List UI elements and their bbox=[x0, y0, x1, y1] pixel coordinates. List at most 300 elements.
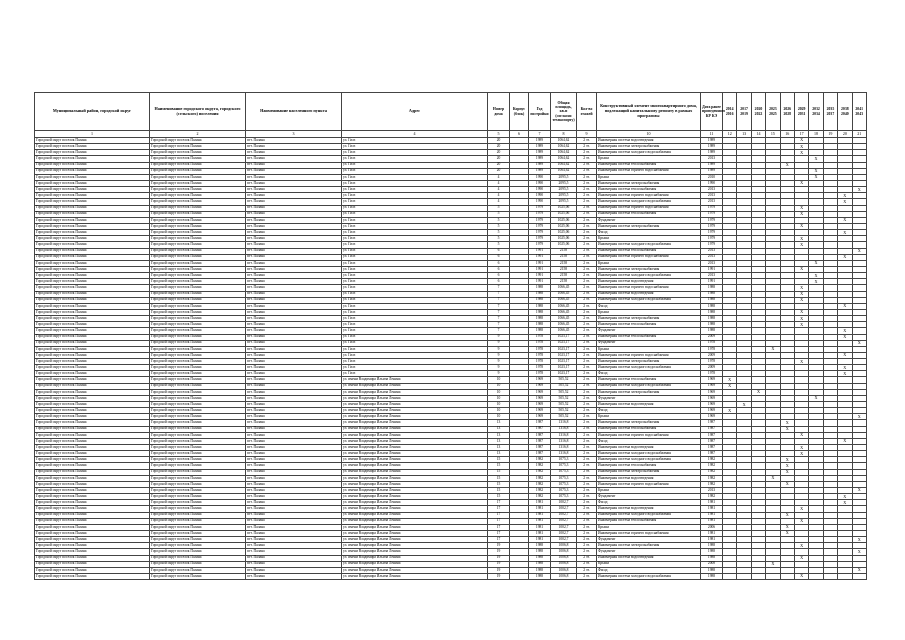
address-cell: ул. имени Владимира Ильича Ленина bbox=[342, 475, 488, 481]
floors-cell: 2 эт. bbox=[577, 383, 597, 389]
house-no-cell: 9 bbox=[488, 365, 510, 371]
year-built-cell: 1988 bbox=[529, 297, 551, 303]
period-mark-cell: X bbox=[780, 426, 794, 432]
work-cell: Крыша bbox=[597, 260, 701, 266]
area-cell: 1075,3 bbox=[551, 475, 577, 481]
period-mark-cell: X bbox=[794, 236, 808, 242]
municipality-cell: Городской округ поселок Палана bbox=[35, 377, 150, 383]
floors-cell: 2 эт. bbox=[577, 187, 597, 193]
work-cell: Инженерная система холодного водоснабжения bbox=[597, 457, 701, 463]
locality-cell: пгт. Палана bbox=[246, 383, 342, 389]
year-built-cell: 1981 bbox=[529, 506, 551, 512]
area-cell: 1316,8 bbox=[551, 426, 577, 432]
col-locality-header: Наименование населенного пункта bbox=[246, 93, 342, 131]
work-cell: Инженерная система водоотведения bbox=[597, 555, 701, 561]
work-cell: Инженерная система горячего водоснабжения bbox=[597, 168, 701, 174]
year-built-cell: 1990 bbox=[529, 187, 551, 193]
last-repair-cell: 1979 bbox=[701, 217, 723, 223]
municipality-cell: Городской округ поселок Палана bbox=[35, 242, 150, 248]
municipality-cell: Городской округ поселок Палана bbox=[35, 150, 150, 156]
floors-cell: 2 эт. bbox=[577, 469, 597, 475]
work-cell: Инженерная система теплоснабжения bbox=[597, 377, 701, 383]
locality-cell: пгт. Палана bbox=[246, 144, 342, 150]
area-cell: 2158 bbox=[551, 254, 577, 260]
period-mark-cell: X bbox=[838, 494, 852, 500]
address-cell: ул. Гилз bbox=[342, 328, 488, 334]
year-built-cell: 1988 bbox=[529, 322, 551, 328]
municipality-cell: Городской округ поселок Палана bbox=[35, 518, 150, 524]
locality-cell: пгт. Палана bbox=[246, 365, 342, 371]
col-address-header: Адрес bbox=[342, 93, 488, 131]
municipality-cell: Городской округ поселок Палана bbox=[35, 303, 150, 309]
last-repair-cell: 1978 bbox=[701, 359, 723, 365]
col-year-built-header: Год постройки bbox=[529, 93, 551, 131]
work-cell: Инженерная система холодного водоснабжения bbox=[597, 297, 701, 303]
municipality-cell: Городской округ поселок Палана bbox=[35, 512, 150, 518]
house-no-cell: 7 bbox=[488, 316, 510, 322]
last-repair-cell: 1988 bbox=[701, 567, 723, 573]
last-repair-cell: 1969 bbox=[701, 402, 723, 408]
floors-cell: 2 эт. bbox=[577, 316, 597, 322]
municipality-cell: Городской округ поселок Палана bbox=[35, 573, 150, 579]
period-mark-cell: X bbox=[809, 260, 823, 266]
year-built-cell: 1990 bbox=[529, 193, 551, 199]
settlement-cell: Городской округ поселок Палана bbox=[150, 531, 246, 537]
municipality-cell: Городской округ поселок Палана bbox=[35, 285, 150, 291]
floors-cell: 2 эт. bbox=[577, 248, 597, 254]
area-cell: 505,52 bbox=[551, 383, 577, 389]
locality-cell: пгт. Палана bbox=[246, 297, 342, 303]
year-built-cell: 1982 bbox=[529, 481, 551, 487]
year-built-cell: 1991 bbox=[529, 266, 551, 272]
municipality-cell: Городской округ поселок Палана bbox=[35, 168, 150, 174]
column-number: 21 bbox=[852, 131, 866, 138]
address-cell: ул. Гилз bbox=[342, 297, 488, 303]
area-cell: 1075,3 bbox=[551, 457, 577, 463]
settlement-cell: Городской округ поселок Палана bbox=[150, 438, 246, 444]
locality-cell: пгт. Палана bbox=[246, 469, 342, 475]
address-cell: ул. Гилз bbox=[342, 236, 488, 242]
house-no-cell: 5 bbox=[488, 211, 510, 217]
work-cell: Фундамент bbox=[597, 494, 701, 500]
period-mark-cell: X bbox=[852, 567, 866, 573]
house-no-cell: 15 bbox=[488, 475, 510, 481]
floors-cell: 2 эт. bbox=[577, 402, 597, 408]
floors-cell: 2 эт. bbox=[577, 488, 597, 494]
col-municipality-header: Муниципальный район, городской округ bbox=[35, 93, 150, 131]
floors-cell: 2 эт. bbox=[577, 432, 597, 438]
area-cell: 1075,3 bbox=[551, 463, 577, 469]
year-built-cell: 1988 bbox=[529, 543, 551, 549]
house-no-cell: 19 bbox=[488, 549, 510, 555]
year-built-cell: 1987 bbox=[529, 426, 551, 432]
municipality-cell: Городской округ поселок Палана bbox=[35, 291, 150, 297]
work-cell: Инженерная система электроснабжения bbox=[597, 223, 701, 229]
year-built-cell: 1988 bbox=[529, 549, 551, 555]
address-cell: ул. Гилз bbox=[342, 180, 488, 186]
municipality-cell: Городской округ поселок Палана bbox=[35, 346, 150, 352]
address-cell: ул. имени Владимира Ильича Ленина bbox=[342, 531, 488, 537]
work-cell: Инженерная система теплоснабжения bbox=[597, 334, 701, 340]
municipality-cell: Городской округ поселок Палана bbox=[35, 248, 150, 254]
period-mark-cell: X bbox=[809, 279, 823, 285]
municipality-cell: Городской округ поселок Палана bbox=[35, 322, 150, 328]
floors-cell: 2 эт. bbox=[577, 359, 597, 365]
year-built-cell: 1988 bbox=[529, 328, 551, 334]
column-number: 7 bbox=[529, 131, 551, 138]
settlement-cell: Городской округ поселок Палана bbox=[150, 309, 246, 315]
floors-cell: 2 эт. bbox=[577, 279, 597, 285]
floors-cell: 2 эт. bbox=[577, 457, 597, 463]
address-cell: ул. Гилз bbox=[342, 199, 488, 205]
address-cell: ул. Гилз bbox=[342, 371, 488, 377]
address-cell: ул. Гилз bbox=[342, 359, 488, 365]
settlement-cell: Городской округ поселок Палана bbox=[150, 481, 246, 487]
column-number: 17 bbox=[794, 131, 808, 138]
period-mark-cell bbox=[809, 573, 823, 579]
locality-cell: пгт. Палана bbox=[246, 506, 342, 512]
municipality-cell: Городской округ поселок Палана bbox=[35, 438, 150, 444]
year-built-cell: 1981 bbox=[529, 518, 551, 524]
last-repair-cell: 1987 bbox=[701, 420, 723, 426]
municipality-cell: Городской округ поселок Палана bbox=[35, 500, 150, 506]
year-built-cell: 1981 bbox=[529, 524, 551, 530]
locality-cell: пгт. Палана bbox=[246, 187, 342, 193]
house-no-cell: 10 bbox=[488, 395, 510, 401]
address-cell: ул. Гилз bbox=[342, 211, 488, 217]
last-repair-cell: 1981 bbox=[701, 506, 723, 512]
last-repair-cell: 1989 bbox=[701, 144, 723, 150]
last-repair-cell: 1969 bbox=[701, 408, 723, 414]
column-number: 2 bbox=[150, 131, 246, 138]
settlement-cell: Городской округ поселок Палана bbox=[150, 340, 246, 346]
floors-cell: 2 эт. bbox=[577, 322, 597, 328]
municipality-cell: Городской округ поселок Палана bbox=[35, 187, 150, 193]
col-last-repair-header: Дата ранее проведенного КР КЭ bbox=[701, 93, 723, 131]
work-cell: Инженерная система холодного водоснабжения bbox=[597, 451, 701, 457]
last-repair-cell: 1979 bbox=[701, 230, 723, 236]
last-repair-cell: 2013 bbox=[701, 199, 723, 205]
period-mark-cell: X bbox=[852, 187, 866, 193]
house-no-cell: 19 bbox=[488, 543, 510, 549]
floors-cell: 2 эт. bbox=[577, 205, 597, 211]
house-no-cell: 17 bbox=[488, 500, 510, 506]
settlement-cell: Городской округ поселок Палана bbox=[150, 414, 246, 420]
last-repair-cell: 1969 bbox=[701, 395, 723, 401]
locality-cell: пгт. Палана bbox=[246, 266, 342, 272]
address-cell: ул. Гилз bbox=[342, 150, 488, 156]
area-cell: 1316,8 bbox=[551, 451, 577, 457]
year-built-cell: 1979 bbox=[529, 242, 551, 248]
house-no-cell: 6 bbox=[488, 254, 510, 260]
work-cell: Инженерная система горячего водоснабжения bbox=[597, 254, 701, 260]
locality-cell: пгт. Палана bbox=[246, 420, 342, 426]
last-repair-cell: 1988 bbox=[701, 316, 723, 322]
locality-cell: пгт. Палана bbox=[246, 481, 342, 487]
address-cell: ул. имени Владимира Ильича Ленина bbox=[342, 512, 488, 518]
floors-cell: 2 эт. bbox=[577, 408, 597, 414]
address-cell: ул. имени Владимира Ильича Ленина bbox=[342, 469, 488, 475]
last-repair-cell: 1989 bbox=[701, 150, 723, 156]
locality-cell: пгт. Палана bbox=[246, 408, 342, 414]
column-number: 3 bbox=[246, 131, 342, 138]
period-mark-cell: X bbox=[794, 543, 808, 549]
locality-cell: пгт. Палана bbox=[246, 328, 342, 334]
municipality-cell: Городской округ поселок Палана bbox=[35, 402, 150, 408]
address-cell: ул. Гилз bbox=[342, 248, 488, 254]
address-cell: ул. имени Владимира Ильича Ленина bbox=[342, 451, 488, 457]
house-no-cell: 17 bbox=[488, 518, 510, 524]
locality-cell: пгт. Палана bbox=[246, 291, 342, 297]
locality-cell: пгт. Палана bbox=[246, 377, 342, 383]
area-cell: 1064,62 bbox=[551, 168, 577, 174]
column-number: 13 bbox=[737, 131, 751, 138]
floors-cell: 2 эт. bbox=[577, 518, 597, 524]
settlement-cell: Городской округ поселок Палана bbox=[150, 205, 246, 211]
house-no-cell: 15 bbox=[488, 469, 510, 475]
work-cell: Инженерная система водоотведения bbox=[597, 279, 701, 285]
locality-cell: пгт. Палана bbox=[246, 248, 342, 254]
house-no-cell: 7 bbox=[488, 309, 510, 315]
year-built-cell: 1988 bbox=[529, 285, 551, 291]
last-repair-cell: 1988 bbox=[701, 322, 723, 328]
house-no-cell: 9 bbox=[488, 334, 510, 340]
settlement-cell: Городской округ поселок Палана bbox=[150, 334, 246, 340]
year-built-cell: 1991 bbox=[529, 260, 551, 266]
period-mark-cell bbox=[751, 573, 765, 579]
column-number: 9 bbox=[577, 131, 597, 138]
settlement-cell: Городской округ поселок Палана bbox=[150, 254, 246, 260]
table-row bbox=[35, 573, 867, 579]
period-mark-cell: X bbox=[780, 512, 794, 518]
year-built-cell: 1982 bbox=[529, 494, 551, 500]
last-repair-cell: 1989 bbox=[701, 168, 723, 174]
settlement-cell: Городской округ поселок Палана bbox=[150, 211, 246, 217]
locality-cell: пгт. Палана bbox=[246, 518, 342, 524]
period-mark-cell: X bbox=[794, 322, 808, 328]
settlement-cell: Городской округ поселок Палана bbox=[150, 420, 246, 426]
house-no-cell: 17 bbox=[488, 537, 510, 543]
area-cell: 1023,17 bbox=[551, 365, 577, 371]
period-mark-cell: X bbox=[751, 389, 765, 395]
locality-cell: пгт. Палана bbox=[246, 414, 342, 420]
floors-cell: 2 эт. bbox=[577, 340, 597, 346]
work-cell: Инженерная система горячего водоснабжения bbox=[597, 285, 701, 291]
period-mark-cell bbox=[723, 573, 737, 579]
settlement-cell: Городской округ поселок Палана bbox=[150, 469, 246, 475]
area-cell: 1006,8 bbox=[551, 567, 577, 573]
period-mark-cell: X bbox=[852, 537, 866, 543]
house-no-cell: 4 bbox=[488, 187, 510, 193]
floors-cell: 2 эт. bbox=[577, 555, 597, 561]
floors-cell: 2 эт. bbox=[577, 537, 597, 543]
house-no-cell: 15 bbox=[488, 494, 510, 500]
period-mark-cell: X bbox=[794, 573, 808, 579]
year-built-cell: 1978 bbox=[529, 359, 551, 365]
locality-cell: пгт. Палана bbox=[246, 260, 342, 266]
last-repair-cell: 1969 bbox=[701, 383, 723, 389]
work-cell: Инженерная система холодного водоснабжения bbox=[597, 573, 701, 579]
year-built-cell: 1989 bbox=[529, 138, 551, 144]
floors-cell: 2 эт. bbox=[577, 414, 597, 420]
municipality-cell: Городской округ поселок Палана bbox=[35, 426, 150, 432]
municipality-cell: Городской округ поселок Палана bbox=[35, 475, 150, 481]
area-cell: 2095,5 bbox=[551, 193, 577, 199]
municipality-cell: Городской округ поселок Палана bbox=[35, 420, 150, 426]
last-repair-cell: 2009 bbox=[701, 334, 723, 340]
address-cell: ул. Гилз bbox=[342, 217, 488, 223]
settlement-cell: Городской округ поселок Палана bbox=[150, 426, 246, 432]
last-repair-cell: 1988 bbox=[701, 303, 723, 309]
house-no-cell: 5 bbox=[488, 217, 510, 223]
area-cell: 1316,8 bbox=[551, 420, 577, 426]
work-cell: Фасад bbox=[597, 371, 701, 377]
area-cell: 1023,17 bbox=[551, 371, 577, 377]
area-cell: 2095,5 bbox=[551, 199, 577, 205]
period-mark-cell: X bbox=[794, 205, 808, 211]
period-mark-cell: X bbox=[809, 156, 823, 162]
locality-cell: пгт. Палана bbox=[246, 573, 342, 579]
locality-cell: пгт. Палана bbox=[246, 457, 342, 463]
address-cell: ул. Гилз bbox=[342, 346, 488, 352]
floors-cell: 2 эт. bbox=[577, 445, 597, 451]
year-built-cell: 1990 bbox=[529, 180, 551, 186]
municipality-cell: Городской округ поселок Палана bbox=[35, 156, 150, 162]
locality-cell: пгт. Палана bbox=[246, 174, 342, 180]
column-number: 4 bbox=[342, 131, 488, 138]
period-mark-cell: X bbox=[780, 420, 794, 426]
municipality-cell: Городской округ поселок Палана bbox=[35, 340, 150, 346]
address-cell: ул. Гилз bbox=[342, 193, 488, 199]
area-cell: 2095,5 bbox=[551, 180, 577, 186]
floors-cell: 2 эт. bbox=[577, 561, 597, 567]
municipality-cell: Городской округ поселок Палана bbox=[35, 365, 150, 371]
address-cell: ул. имени Владимира Ильича Ленина bbox=[342, 395, 488, 401]
address-cell: ул. Гилз bbox=[342, 273, 488, 279]
year-built-cell: 1988 bbox=[529, 316, 551, 322]
locality-cell: пгт. Палана bbox=[246, 230, 342, 236]
locality-cell: пгт. Палана bbox=[246, 199, 342, 205]
house-no-cell: 6 bbox=[488, 273, 510, 279]
house-no-cell: 10 bbox=[488, 377, 510, 383]
house-no-cell: 17 bbox=[488, 512, 510, 518]
address-cell: ул. Гилз bbox=[342, 260, 488, 266]
area-cell: 1066,45 bbox=[551, 328, 577, 334]
work-cell: Инженерная система горячего водоснабжения bbox=[597, 205, 701, 211]
area-cell: 1002,7 bbox=[551, 537, 577, 543]
period-mark-cell: X bbox=[838, 328, 852, 334]
area-cell: 505,52 bbox=[551, 408, 577, 414]
last-repair-cell: 1982 bbox=[701, 463, 723, 469]
municipality-cell: Городской округ поселок Палана bbox=[35, 457, 150, 463]
address-cell: ул. имени Владимира Ильича Ленина bbox=[342, 481, 488, 487]
year-built-cell: 1987 bbox=[529, 432, 551, 438]
municipality-cell: Городской округ поселок Палана bbox=[35, 494, 150, 500]
locality-cell: пгт. Палана bbox=[246, 475, 342, 481]
period-mark-cell: X bbox=[794, 432, 808, 438]
house-no-cell: 15 bbox=[488, 481, 510, 487]
floors-cell: 2 эт. bbox=[577, 500, 597, 506]
period-mark-cell: X bbox=[780, 481, 794, 487]
year-built-cell: 1969 bbox=[529, 377, 551, 383]
address-cell: ул. имени Владимира Ильича Ленина bbox=[342, 549, 488, 555]
floors-cell: 2 эт. bbox=[577, 211, 597, 217]
settlement-cell: Городской округ поселок Палана bbox=[150, 359, 246, 365]
year-built-cell: 1991 bbox=[529, 279, 551, 285]
area-cell: 1075,3 bbox=[551, 494, 577, 500]
house-no-cell: 6 bbox=[488, 266, 510, 272]
year-built-cell: 1978 bbox=[529, 346, 551, 352]
locality-cell: пгт. Палана bbox=[246, 180, 342, 186]
municipality-cell: Городской округ поселок Палана bbox=[35, 414, 150, 420]
address-cell: ул. имени Владимира Ильича Ленина bbox=[342, 537, 488, 543]
column-number-row bbox=[35, 131, 867, 138]
address-cell: ул. имени Владимира Ильича Ленина bbox=[342, 488, 488, 494]
period-mark-cell: X bbox=[723, 377, 737, 383]
address-cell: ул. имени Владимира Ильича Ленина bbox=[342, 573, 488, 579]
year-built-cell: 1987 bbox=[529, 451, 551, 457]
period-mark-cell: X bbox=[852, 414, 866, 420]
work-cell: Инженерная система электроснабжения bbox=[597, 543, 701, 549]
floors-cell: 2 эт. bbox=[577, 291, 597, 297]
year-built-cell: 1979 bbox=[529, 236, 551, 242]
column-number: 16 bbox=[780, 131, 794, 138]
column-number: 20 bbox=[838, 131, 852, 138]
area-cell: 505,52 bbox=[551, 389, 577, 395]
address-cell: ул. Гилз bbox=[342, 168, 488, 174]
last-repair-cell: 1981 bbox=[701, 500, 723, 506]
year-built-cell: 1969 bbox=[529, 389, 551, 395]
address-cell: ул. Гилз bbox=[342, 303, 488, 309]
locality-cell: пгт. Палана bbox=[246, 156, 342, 162]
locality-cell: пгт. Палана bbox=[246, 524, 342, 530]
settlement-cell: Городской округ поселок Палана bbox=[150, 273, 246, 279]
area-cell: 2158 bbox=[551, 273, 577, 279]
capital-repair-table bbox=[34, 92, 867, 580]
address-cell: ул. имени Владимира Ильича Ленина bbox=[342, 402, 488, 408]
last-repair-cell: 1969 bbox=[701, 414, 723, 420]
area-cell: 1025,06 bbox=[551, 230, 577, 236]
house-no-cell: 13 bbox=[488, 426, 510, 432]
last-repair-cell: 1988 bbox=[701, 291, 723, 297]
last-repair-cell: 1988 bbox=[701, 309, 723, 315]
year-built-cell: 1989 bbox=[529, 168, 551, 174]
year-built-cell: 1988 bbox=[529, 291, 551, 297]
municipality-cell: Городской округ поселок Палана bbox=[35, 531, 150, 537]
house-no-cell: 7 bbox=[488, 285, 510, 291]
floors-cell: 2 эт. bbox=[577, 463, 597, 469]
house-no-cell: 6 bbox=[488, 260, 510, 266]
year-built-cell: 1988 bbox=[529, 309, 551, 315]
area-cell: 1002,7 bbox=[551, 500, 577, 506]
period-mark-cell: X bbox=[838, 303, 852, 309]
floors-cell: 2 эт. bbox=[577, 395, 597, 401]
municipality-cell: Городской округ поселок Палана bbox=[35, 488, 150, 494]
area-cell: 2095,5 bbox=[551, 187, 577, 193]
house-no-cell: 19 bbox=[488, 573, 510, 579]
floors-cell: 2 эт. bbox=[577, 138, 597, 144]
floors-cell: 2 эт. bbox=[577, 162, 597, 168]
municipality-cell: Городской округ поселок Палана bbox=[35, 144, 150, 150]
period-mark-cell: X bbox=[766, 475, 780, 481]
locality-cell: пгт. Палана bbox=[246, 285, 342, 291]
year-built-cell: 1987 bbox=[529, 438, 551, 444]
area-cell: 1066,45 bbox=[551, 297, 577, 303]
year-built-cell: 1969 bbox=[529, 408, 551, 414]
area-cell: 1006,8 bbox=[551, 561, 577, 567]
municipality-cell: Городской округ поселок Палана bbox=[35, 211, 150, 217]
floors-cell: 2 эт. bbox=[577, 475, 597, 481]
